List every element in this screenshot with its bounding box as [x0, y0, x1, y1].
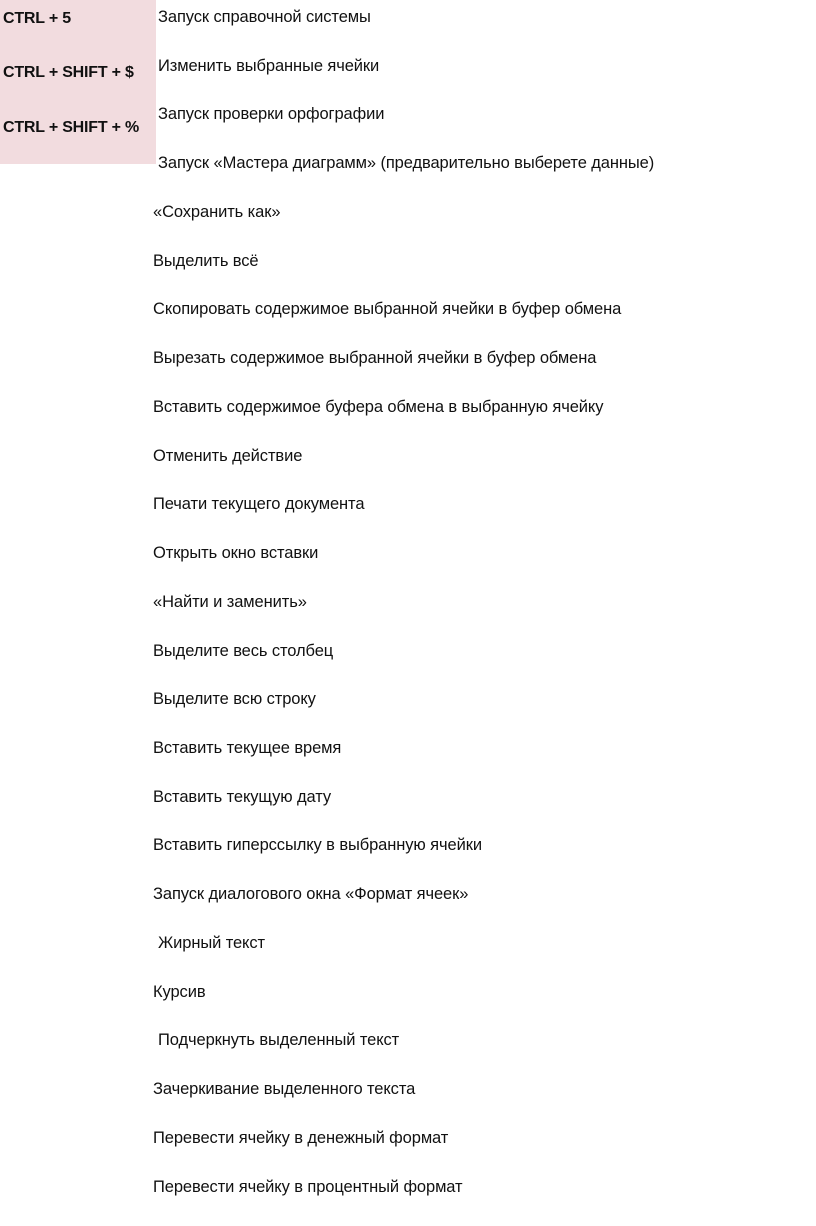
shortcut-key-ctrl-shift-percent: CTRL + SHIFT + %	[3, 119, 140, 136]
description-item: Запуск диалогового окна «Формат ячеек»	[153, 885, 469, 903]
shortcut-key-ctrl-5: CTRL + 5	[3, 10, 71, 27]
description-item: Запуск проверки орфографии	[158, 105, 385, 123]
description-item: Подчеркнуть выделенный текст	[158, 1031, 400, 1049]
description-item: Отменить действие	[153, 447, 303, 465]
description-item: Печати текущего документа	[153, 495, 365, 513]
description-item: Вырезать содержимое выбранной ячейки в буфер обмена	[153, 349, 597, 367]
description-item: Перевести ячейку в процентный формат	[153, 1178, 463, 1196]
shortcut-key-ctrl-shift-dollar: CTRL + SHIFT + $	[3, 64, 134, 81]
description-item: Курсив	[153, 983, 206, 1001]
description-item: Выделить всё	[153, 252, 259, 270]
description-item: Вставить содержимое буфера обмена в выбранную ячейку	[153, 398, 604, 416]
description-item: Запуск «Мастера диаграмм» (предварительно выберете данные)	[158, 154, 655, 172]
description-item: Вставить текущую дату	[153, 788, 332, 806]
description-item: Жирный текст	[158, 934, 265, 952]
description-item: Открыть окно вставки	[153, 544, 319, 562]
description-item: Выделите весь столбец	[153, 642, 334, 660]
description-item: Вставить текущее время	[153, 739, 342, 757]
description-item: Скопировать содержимое выбранной ячейки в буфер обмена	[153, 300, 622, 318]
description-item: Перевести ячейку в денежный формат	[153, 1129, 449, 1147]
description-item: Зачеркивание выделенного текста	[153, 1080, 416, 1098]
description-item: «Найти и заменить»	[153, 593, 307, 611]
description-item: «Сохранить как»	[153, 203, 281, 221]
description-item: Вставить гиперссылку в выбранную ячейки	[153, 836, 482, 854]
shortcut-key-panel	[0, 0, 156, 164]
description-item: Выделите всю строку	[153, 690, 316, 708]
description-item: Запуск справочной системы	[158, 8, 371, 26]
description-item: Изменить выбранные ячейки	[158, 57, 380, 75]
